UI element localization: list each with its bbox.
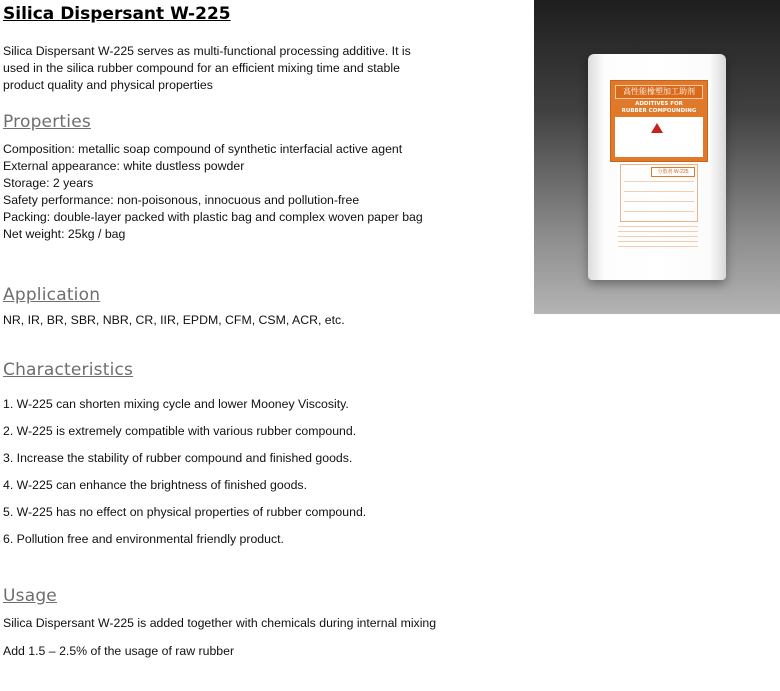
- property-item: Composition: metallic soap compound of synthetic interfacial active agent: [3, 142, 403, 156]
- bag-label: [610, 80, 708, 162]
- characteristics-heading: Characteristics: [3, 360, 134, 380]
- usage-item: Silica Dispersant W-225 is added together with chemicals during internal mixing: [3, 616, 437, 630]
- brand-logo-icon: [651, 123, 663, 133]
- bag-info-box: [620, 164, 698, 222]
- characteristic-item: 1. W-225 can shorten mixing cycle and lower Mooney Viscosity.: [3, 397, 349, 411]
- bag-company-text: [618, 226, 698, 250]
- intro-line: product quality and physical properties: [3, 78, 213, 92]
- characteristic-item: 2. W-225 is extremely compatible with various rubber compound.: [3, 424, 357, 438]
- bag-info-row: [624, 211, 694, 212]
- property-item: Safety performance: non-poisonous, innocuous and pollution-free: [3, 193, 360, 207]
- property-item: Storage: 2 years: [3, 176, 94, 190]
- bag-label-line: RUBBER COMPOUNDING: [621, 108, 697, 114]
- intro-paragraph: [3, 43, 411, 94]
- page-title: Silica Dispersant W-225: [3, 4, 231, 24]
- property-item: Net weight: 25kg / bag: [3, 227, 126, 241]
- characteristic-item: 6. Pollution free and environmental friendly product.: [3, 532, 284, 546]
- characteristic-item: 5. W-225 has no effect on physical properties of rubber compound.: [3, 505, 367, 519]
- properties-heading: Properties: [3, 112, 91, 132]
- bag-info-row: [624, 201, 694, 202]
- bag-logos-panel: [615, 117, 703, 157]
- intro-line: used in the silica rubber compound for an efficient mixing time and stable: [3, 61, 400, 75]
- bag-info-row: [624, 191, 694, 192]
- bag-label-chinese: 高性能橡塑加工助剂: [615, 85, 703, 99]
- property-item: External appearance: white dustless powder: [3, 159, 245, 173]
- bag-label-english: [617, 101, 701, 115]
- characteristic-item: 4. W-225 can enhance the brightness of finished goods.: [3, 478, 307, 492]
- intro-line: Silica Dispersant W-225 serves as multi-functional processing additive. It is: [3, 44, 411, 58]
- application-heading: Application: [3, 285, 101, 305]
- characteristic-item: 3. Increase the stability of rubber compound and finished goods.: [3, 451, 353, 465]
- bag-model-label: 分散剂 W-225: [651, 167, 695, 177]
- usage-heading: Usage: [3, 586, 57, 606]
- bag-label-line: ADDITIVES FOR: [635, 101, 683, 107]
- property-item: Packing: double-layer packed with plastic bag and complex woven paper bag: [3, 210, 423, 224]
- properties-list: [3, 141, 423, 243]
- bag-info-row: [624, 181, 694, 182]
- application-text: NR, IR, BR, SBR, NBR, CR, IIR, EPDM, CFM, CSM, ACR, etc.: [3, 313, 345, 327]
- product-photo: [534, 0, 780, 314]
- product-bag: [588, 54, 726, 280]
- usage-item: Add 1.5 – 2.5% of the usage of raw rubber: [3, 644, 235, 658]
